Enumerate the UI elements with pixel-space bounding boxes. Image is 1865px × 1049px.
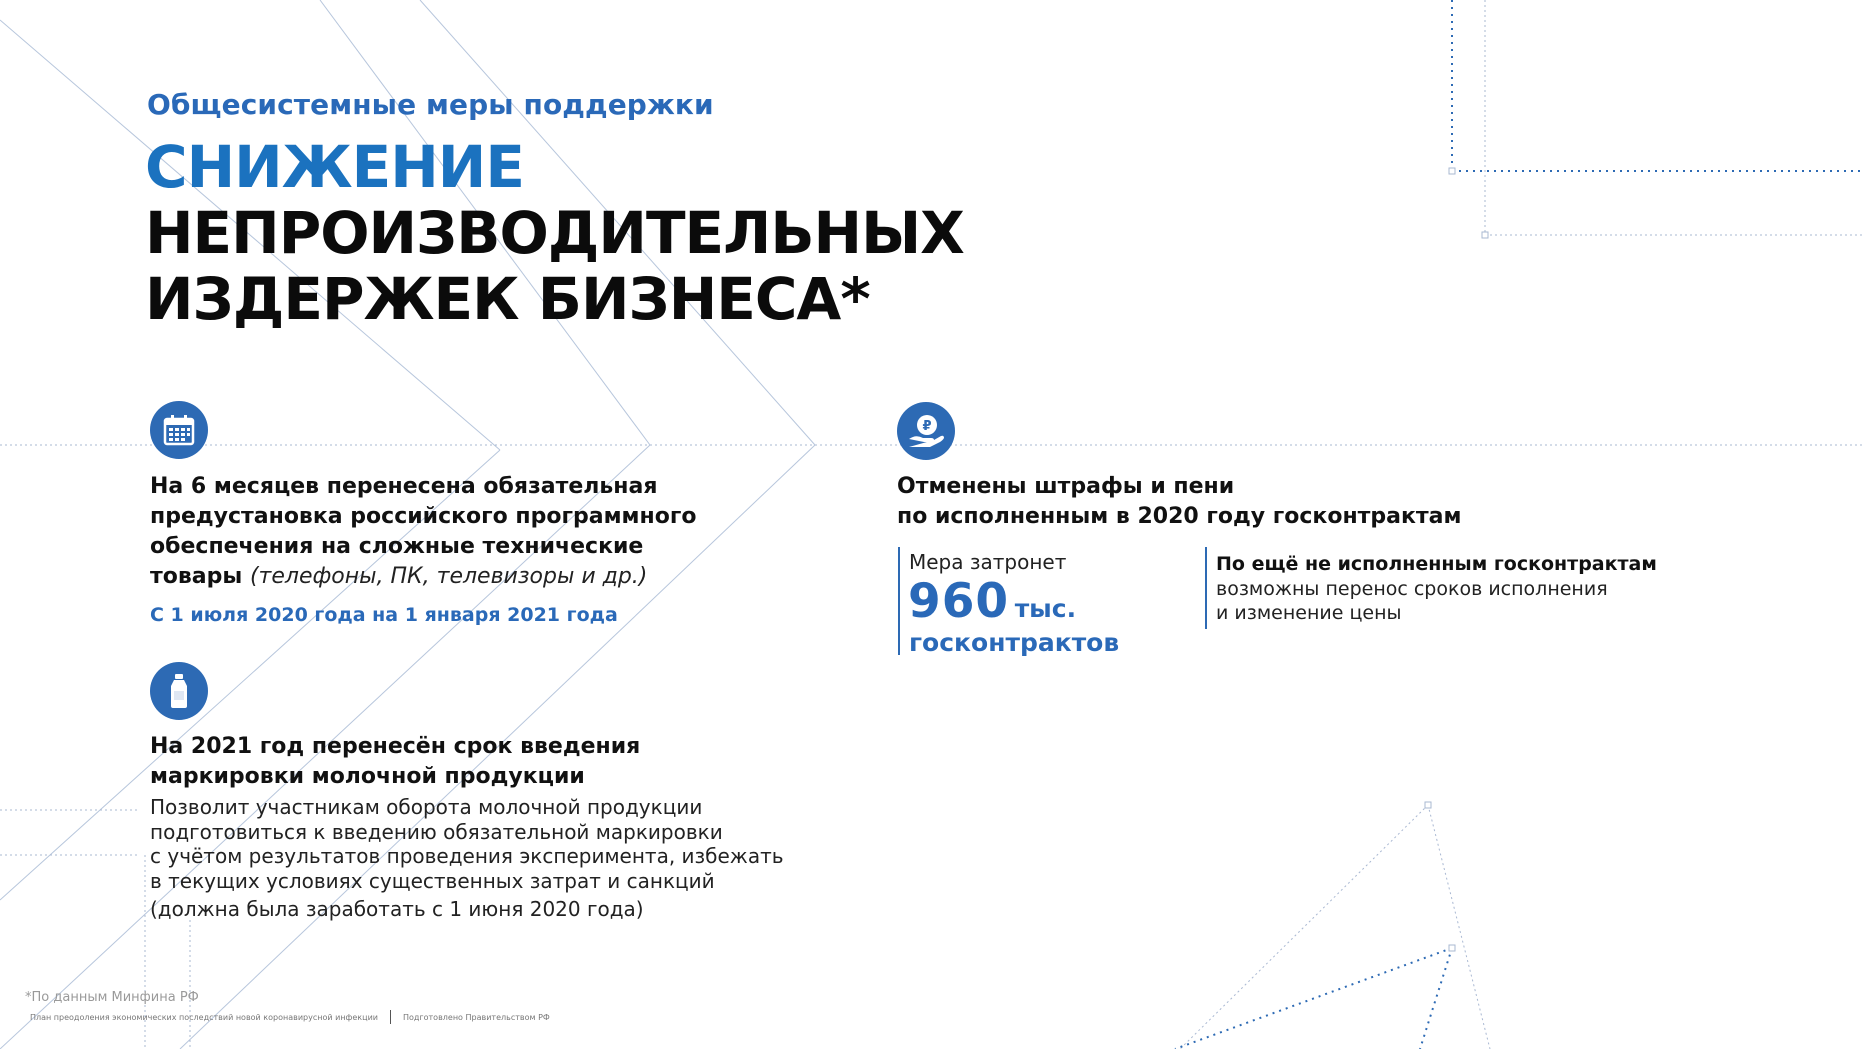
dairy-heading: На 2021 год перенесён срок введения маркировки молочной продукции bbox=[150, 734, 641, 789]
software-period: С 1 июля 2020 года на 1 января 2021 года bbox=[150, 604, 618, 626]
dairy-text: Позволит участникам оборота молочной продукции подготовиться к введению обязательной маркировки с учётом результатов проведения эксперимента, избежать в текущих условиях существенных затрат и санкций (должна была заработать с 1 июня 2020 года) bbox=[150, 795, 784, 921]
measure-divider bbox=[898, 547, 900, 655]
measure-unit: тыс. bbox=[1014, 594, 1077, 623]
fines-heading: Отменены штрафы и пени по исполненным в 2020 году госконтрактам bbox=[897, 474, 1462, 529]
milk-bottle-icon bbox=[150, 662, 208, 720]
section-subtitle: Общесистемные меры поддержки bbox=[147, 88, 714, 121]
title-line-1: СНИЖЕНИЕ bbox=[145, 133, 524, 201]
unfinished-contracts-note: По ещё не исполненным госконтрактам возможны перенос сроков исполнения и изменение цены bbox=[1216, 553, 1657, 624]
calendar-icon bbox=[150, 401, 208, 459]
footer-plan: План преодоления экономических последствий новой коронавирусной инфекции bbox=[30, 1012, 378, 1022]
title-line-2: НЕПРОИЗВОДИТЕЛЬНЫХ bbox=[145, 199, 964, 267]
footer-separator bbox=[390, 1010, 391, 1024]
footer bbox=[30, 1010, 550, 1024]
page-title bbox=[145, 134, 964, 332]
footer-prepared: Подготовлено Правительством РФ bbox=[402, 1012, 550, 1022]
svg-text:₽: ₽ bbox=[922, 419, 932, 434]
software-heading: На 6 месяцев перенесена обязательная предустановка российского программного обеспечения на сложные технические товары (телефоны, ПК, телевизоры и др.) bbox=[150, 474, 697, 589]
title-line-3: ИЗДЕРЖЕК БИЗНЕСА* bbox=[145, 265, 870, 333]
measure-value: 960 bbox=[908, 574, 1010, 629]
software-examples: (телефоны, ПК, телевизоры и др.) bbox=[249, 564, 648, 589]
measure-object: госконтрактов bbox=[909, 628, 1120, 657]
note-divider bbox=[1205, 547, 1207, 629]
footnote: *По данным Минфина РФ bbox=[25, 990, 199, 1005]
measure-label: Мера затронет bbox=[909, 550, 1067, 574]
measure-value-row bbox=[908, 574, 1076, 629]
ruble-coin-hand-icon bbox=[897, 402, 955, 460]
